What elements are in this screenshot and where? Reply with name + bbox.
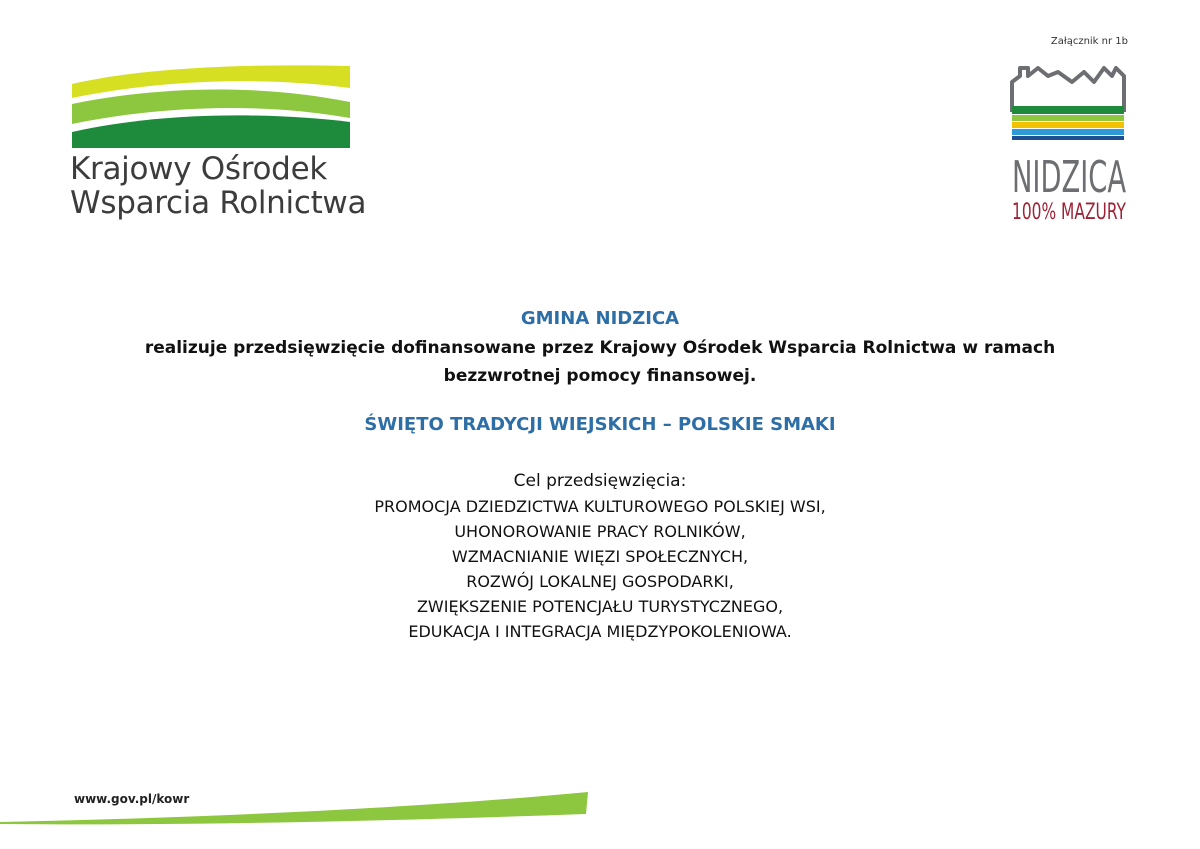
intro-line-1: realizuje przedsięwzięcie dofinansowane przez Krajowy Ośrodek Wsparcia Rolnictwa w ramach	[144, 338, 1056, 358]
goal-item: ROZWÓJ LOKALNEJ GOSPODARKI,	[466, 572, 734, 591]
footer-url: www.gov.pl/kowr	[74, 792, 190, 806]
goal-item: UHONOROWANIE PRACY ROLNIKÓW,	[454, 522, 746, 541]
kowr-logo-line2: Wsparcia Rolnictwa	[70, 185, 367, 221]
kowr-logo-line1: Krajowy Ośrodek	[70, 151, 327, 187]
nidzica-name: NIDZICA	[1012, 152, 1126, 203]
kowr-logo-text	[70, 152, 366, 220]
goal-item: PROMOCJA DZIEDZICTWA KULTUROWEGO POLSKIEJ WSI,	[374, 497, 826, 516]
goal-item: EDUKACJA I INTEGRACJA MIĘDZYPOKOLENIOWA.	[408, 622, 792, 641]
goal-item: WZMACNIANIE WIĘZI SPOŁECZNYCH,	[451, 547, 749, 566]
organization-name: GMINA NIDZICA	[520, 308, 680, 329]
nidzica-tagline: 100% MAZURY	[1012, 200, 1127, 225]
announcement	[60, 308, 1140, 644]
goal-item: ZWIĘKSZENIE POTENCJAŁU TURYSTYCZNEGO,	[416, 597, 784, 616]
project-title: ŚWIĘTO TRADYCJI WIEJSKICH – POLSKIE SMAKI	[364, 414, 836, 435]
annex-label: Załącznik nr 1b	[1050, 36, 1128, 47]
intro-line-2: bezzwrotnej pomocy finansowej.	[443, 366, 757, 386]
goals-list	[60, 494, 1140, 644]
intro-text	[60, 334, 1140, 390]
goal-label: Cel przedsięwzięcia:	[513, 471, 687, 491]
nidzica-logo	[1008, 62, 1130, 224]
